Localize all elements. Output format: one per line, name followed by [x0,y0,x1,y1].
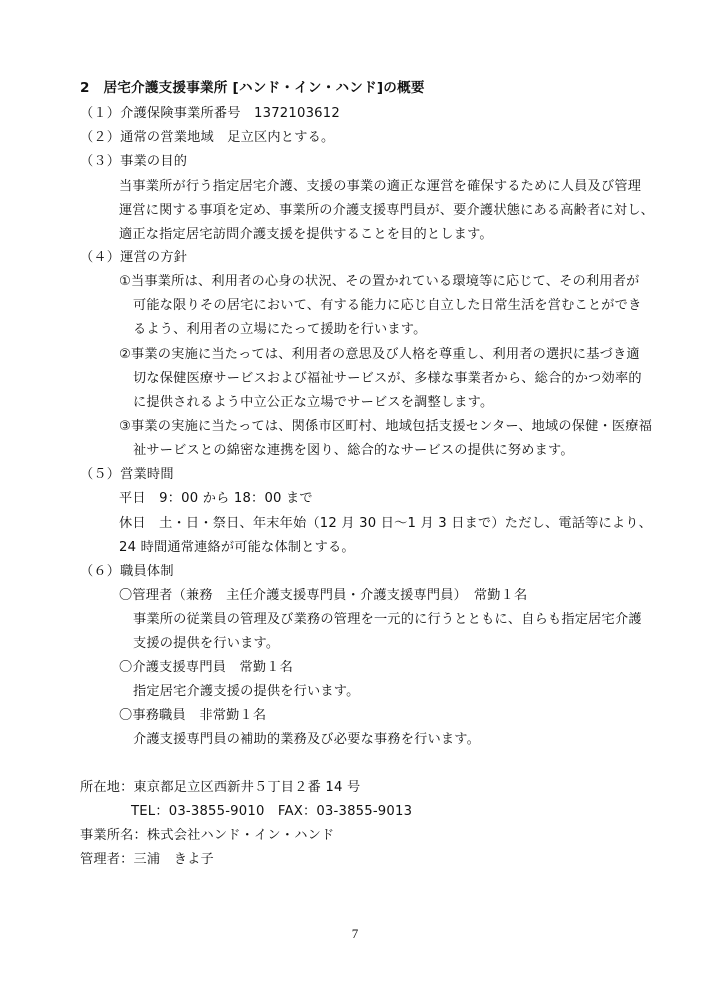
purpose-line: 運営に関する事項を定め、事業所の介護支援専門員が、要介護状態にある高齢者に対し、 [119,203,654,218]
policy-line: に提供されるよう中立公正な立場でサービスを調整します。 [133,395,494,410]
page-number: 7 [351,926,359,941]
item-purpose-heading: （３）事業の目的 [80,154,188,169]
purpose-line: 適正な指定居宅訪問介護支援を提供することを目的とします。 [119,227,493,242]
purpose-line: 当事業所が行う指定居宅介護、支援の事業の適正な運営を確保するために人員及び管理 [119,179,642,194]
policy-line: ①当事業所は、利用者の心身の状況、その置かれている環境等に応じて、その利用者が [119,274,640,289]
policy-line: 切な保健医療サービスおよび福祉サービスが、多様な事業者から、総合的かつ効率的 [133,371,642,386]
hours-line: 休日 土・日・祭日、年末年始（12 月 30 日～1 月 3 日まで）ただし、電話等により、 [119,516,653,531]
policy-line: 祉サービスとの綿密な連携を図り、総合的なサービスの提供に努めます。 [133,443,574,458]
staff-line: 支援の提供を行います。 [133,636,280,651]
policy-line: ②事業の実施に当たっては、利用者の意思及び人格を尊重し、利用者の選択に基づき適 [119,347,640,362]
hours-line: 24 時間通常連絡が可能な体制とする。 [119,540,355,555]
policy-line: ③事業の実施に当たっては、関係市区町村、地域包括支援センター、地域の保健・医療福 [119,419,653,434]
staff-line: 介護支援専門員の補助的業務及び必要な事務を行います。 [133,732,481,747]
item-policy-heading: （４）運営の方針 [80,250,188,265]
staff-line: 〇管理者（兼務 主任介護支援専門員・介護支援専門員） 常勤１名 [119,588,528,603]
staff-line: 〇事務職員 非常勤１名 [119,708,267,723]
hours-line: 平日 9：00 から 18：00 まで [119,491,313,506]
staff-line: 〇介護支援専門員 常勤１名 [119,660,294,675]
staff-line: 事業所の従業員の管理及び業務の管理を一元的に行うとともに、自らも指定居宅介護 [133,612,642,627]
item-staff-heading: （６）職員体制 [80,564,174,579]
item-hours-heading: （５）営業時間 [80,467,174,482]
policy-line: 可能な限りその居宅において、有する能力に応じ自立した日常生活を営むことができ [133,298,642,313]
footer-address: 所在地：東京都足立区西新井５丁目２番 14 号 [80,780,361,795]
item-business-number: （１）介護保険事業所番号 1372103612 [80,106,340,121]
policy-line: るよう、利用者の立場にたって援助を行います。 [133,322,427,337]
section-title: 2 居宅介護支援事業所 [ハンド・イン・ハンド]の概要 [80,80,425,96]
item-service-area: （２）通常の営業地域 足立区内とする。 [80,130,335,145]
footer-company: 事業所名：株式会社ハンド・イン・ハンド [80,828,335,843]
footer-manager: 管理者：三浦 きよ子 [80,852,214,867]
footer-phone: TEL：03-3855-9010 FAX：03-3855-9013 [131,804,413,819]
staff-line: 指定居宅介護支援の提供を行います。 [133,684,360,699]
